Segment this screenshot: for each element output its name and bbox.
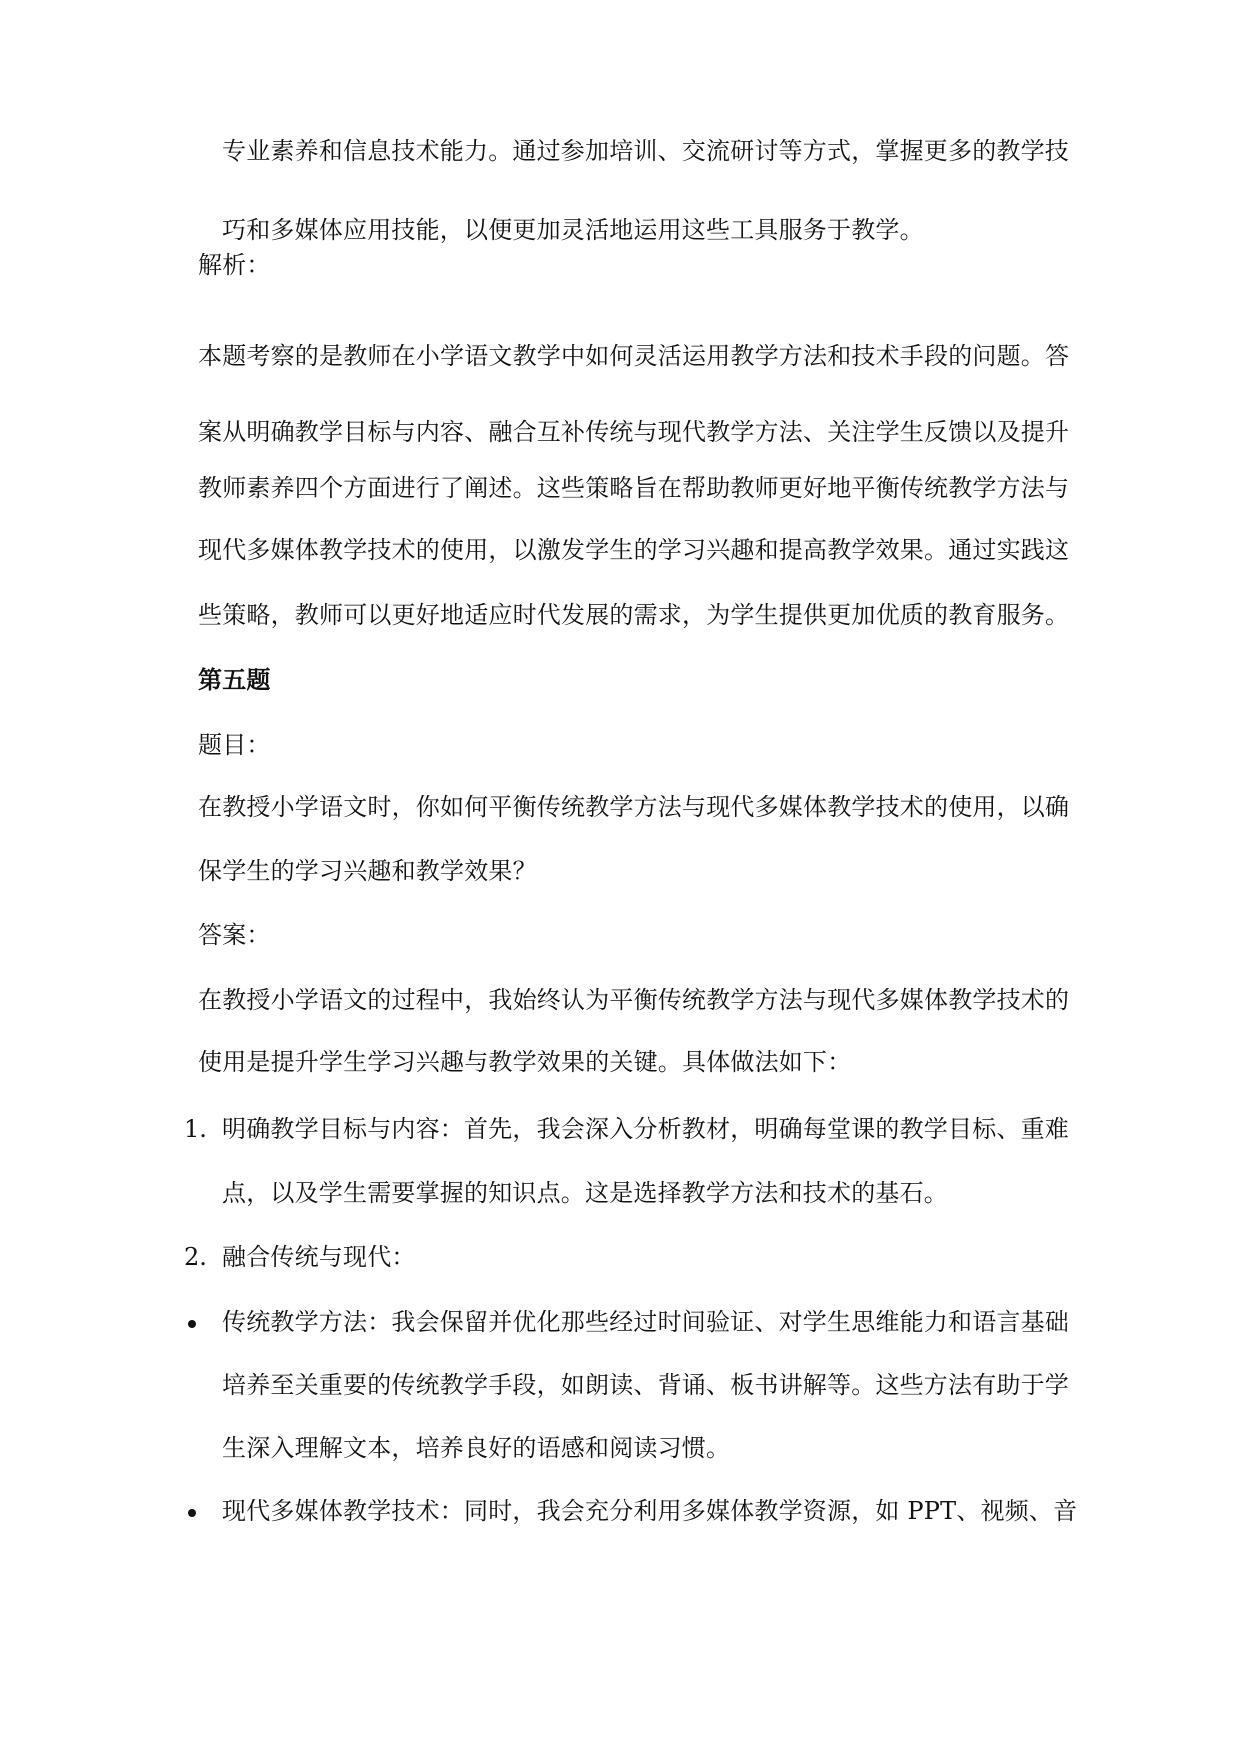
- question-line-1: 在教授小学语文时，你如何平衡传统教学方法与现代多媒体教学技术的使用，以确: [198, 793, 1070, 821]
- bullet-dot-icon: [188, 1320, 196, 1328]
- item2-text: 融合传统与现代：: [222, 1243, 416, 1271]
- analysis-line-4: 现代多媒体教学技术的使用，以激发学生的学习兴趣和提高教学效果。通过实践这: [198, 536, 1070, 564]
- list-number-1: 1.: [184, 1115, 207, 1143]
- analysis-line-3: 教师素养四个方面进行了阐述。这些策略旨在帮助教师更好地平衡传统教学方法与: [198, 474, 1070, 502]
- bullet2-line-1: 现代多媒体教学技术：同时，我会充分利用多媒体教学资源，如 PPT、视频、音: [222, 1497, 1078, 1525]
- item1-line-2: 点，以及学生需要掌握的知识点。这是选择教学方法和技术的基石。: [222, 1179, 948, 1207]
- bullet1-line-2: 培养至关重要的传统教学手段，如朗读、背诵、板书讲解等。这些方法有助于学: [222, 1371, 1069, 1399]
- question-line-2: 保学生的学习兴趣和教学效果？: [198, 857, 537, 885]
- answer-label: 答案：: [198, 921, 271, 949]
- analysis-line-2: 案从明确教学目标与内容、融合互补传统与现代教学方法、关注学生反馈以及提升: [198, 418, 1070, 446]
- analysis-line-1: 本题考察的是教师在小学语文教学中如何灵活运用教学方法和技术手段的问题。答: [198, 342, 1070, 370]
- continuation-line-2: 巧和多媒体应用技能，以便更加灵活地运用这些工具服务于教学。: [222, 216, 924, 244]
- bullet1-line-3: 生深入理解文本，培养良好的语感和阅读习惯。: [222, 1434, 731, 1462]
- analysis-label: 解析：: [198, 251, 271, 279]
- analysis-line-5: 些策略，教师可以更好地适应时代发展的需求，为学生提供更加优质的教育服务。: [198, 601, 1070, 629]
- answer-intro-line-1: 在教授小学语文的过程中，我始终认为平衡传统教学方法与现代多媒体教学技术的: [198, 986, 1070, 1014]
- continuation-line-1: 专业素养和信息技术能力。通过参加培训、交流研讨等方式，掌握更多的教学技: [222, 137, 1069, 165]
- answer-intro-line-2: 使用是提升学生学习兴趣与教学效果的关键。具体做法如下：: [198, 1048, 852, 1076]
- section-heading: 第五题: [198, 665, 271, 694]
- question-label: 题目：: [198, 731, 271, 759]
- item1-line-1: 明确教学目标与内容：首先，我会深入分析教材，明确每堂课的教学目标、重难: [222, 1115, 1069, 1143]
- list-number-2: 2.: [184, 1243, 207, 1271]
- bullet1-line-1: 传统教学方法：我会保留并优化那些经过时间验证、对学生思维能力和语言基础: [222, 1308, 1069, 1336]
- bullet-dot-icon: [188, 1509, 196, 1517]
